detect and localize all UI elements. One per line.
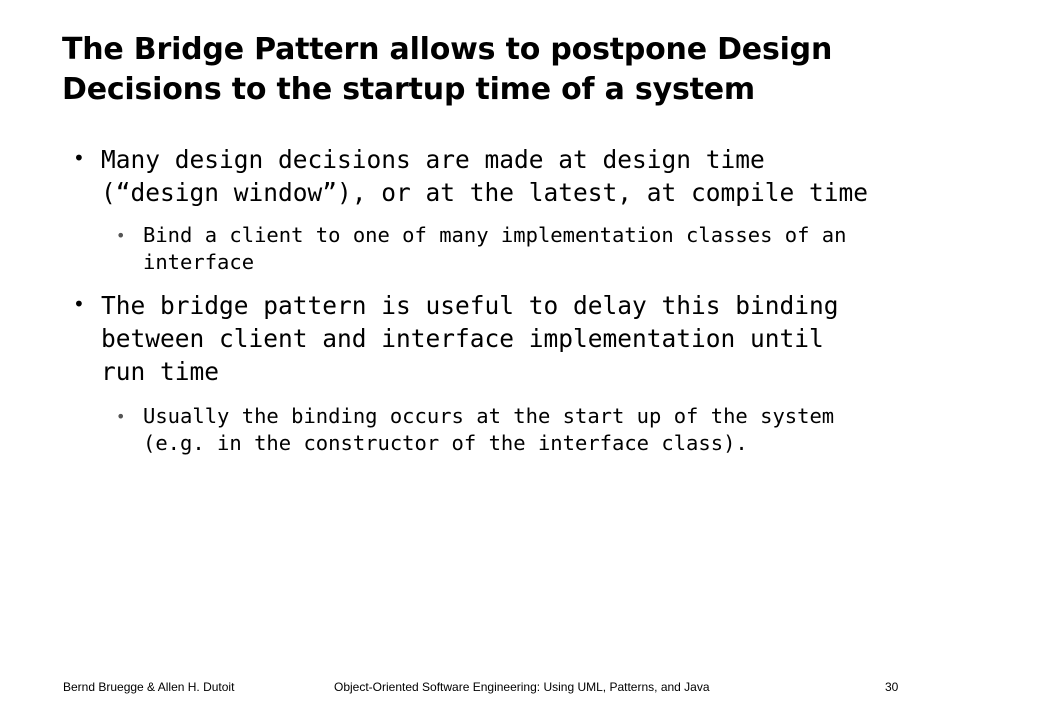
sub-bullet-text-line: Usually the binding occurs at the start up of the system	[143, 404, 835, 428]
bullet-text-line: Many design decisions are made at design time	[101, 145, 765, 174]
sub-bullet-text-line: Bind a client to one of many implementation classes of an	[143, 223, 847, 247]
footer-book-title: Object-Oriented Software Engineering: Using UML, Patterns, and Java	[334, 680, 710, 694]
bullet-item	[73, 289, 839, 388]
bullet-text-line: The bridge pattern is useful to delay this binding	[101, 291, 839, 320]
sub-bullet-marker: •	[116, 407, 126, 426]
sub-bullet-marker: •	[116, 226, 126, 245]
bullet-text-line: run time	[101, 357, 220, 386]
slide-title-line: The Bridge Pattern allows to postpone Design	[62, 32, 833, 67]
sub-bullet-text-line: (e.g. in the constructor of the interface class).	[143, 431, 748, 455]
footer-page-number: 30	[885, 680, 899, 694]
bullet-text-line: between client and interface implementation until	[101, 324, 824, 353]
bullet-item	[73, 143, 869, 209]
slide-title-line: Decisions to the startup time of a system	[62, 72, 755, 107]
bullet-marker: •	[73, 146, 85, 170]
bullet-text-line: (“design window”), or at the latest, at compile time	[101, 178, 869, 207]
sub-bullet-text-line: interface	[143, 250, 255, 274]
sub-bullet-item	[116, 403, 835, 457]
bullet-marker: •	[73, 292, 85, 316]
sub-bullet-item	[116, 222, 847, 276]
footer-authors: Bernd Bruegge & Allen H. Dutoit	[63, 680, 235, 694]
